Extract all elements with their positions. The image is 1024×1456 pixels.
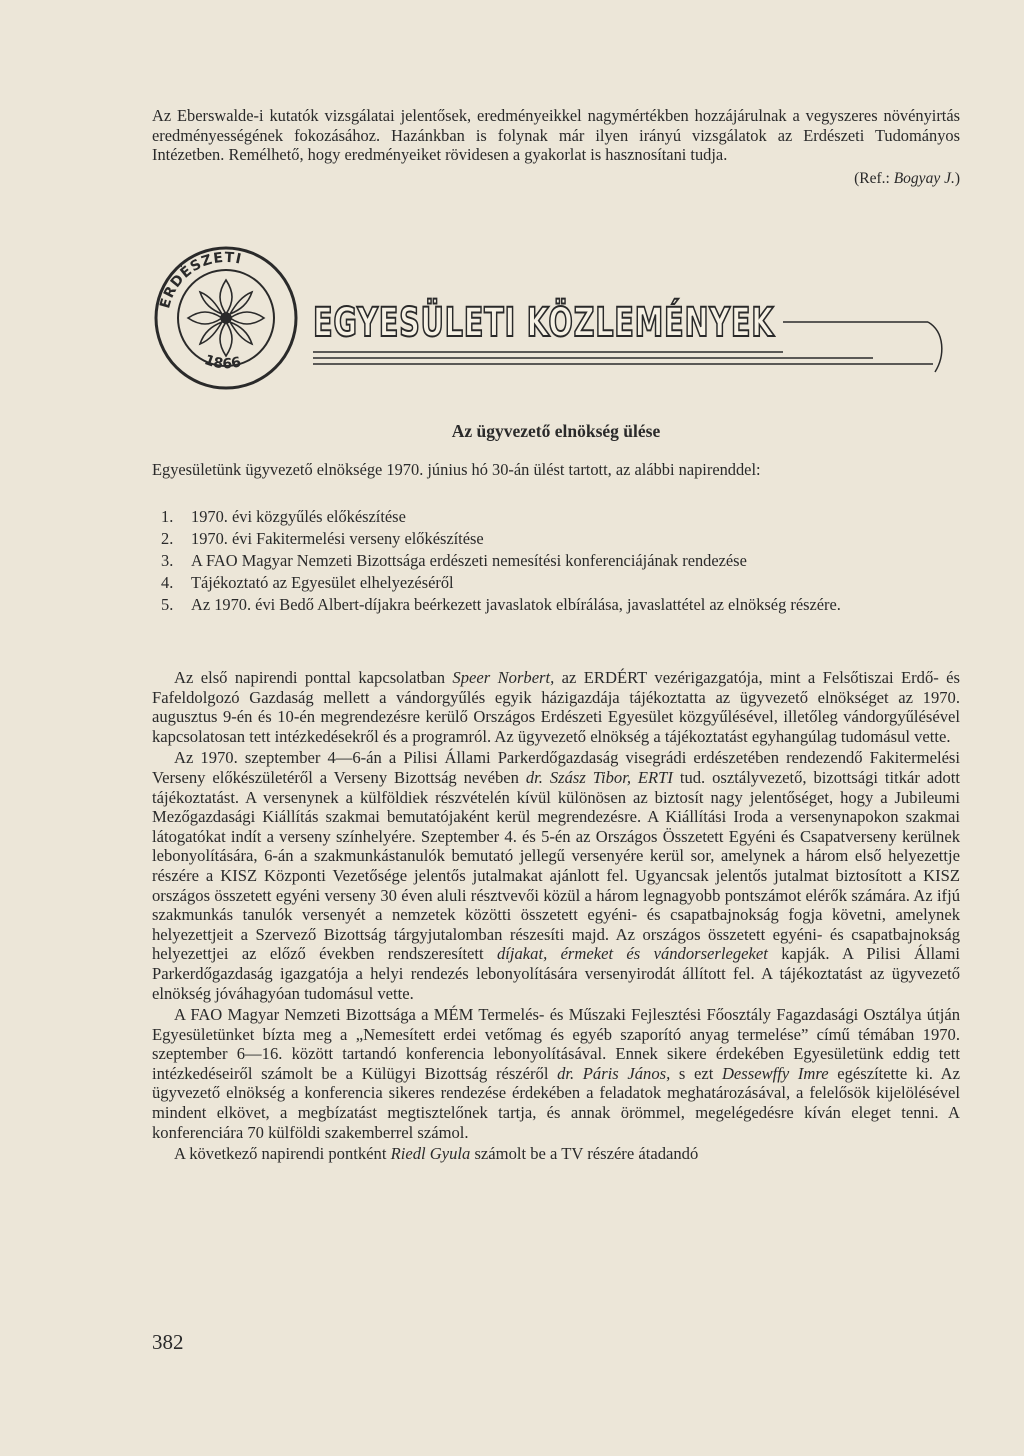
reference-line: (Ref.: Bogyay J.) bbox=[854, 169, 960, 187]
emblem-ring-text: ERDÉSZETI bbox=[157, 249, 244, 311]
page-number: 382 bbox=[152, 1330, 184, 1354]
intro-paragraph: Az Eberswalde-i kutatók vizsgálatai jelentősek, eredményeikkel nagymértékben hozzájárulnak a vegyszeres növényirtás eredményességének fokozásához. Hazánkban is folynak már ilyen irányú vizsgálatok az Erdészeti Tudományos Intézetben. Remélhető, hogy eredményeiket rövidesen a gyakorlat is hasznosítani tudja. bbox=[152, 106, 960, 165]
agenda-intro: Egyesületünk ügyvezető elnöksége 1970. június hó 30-án ülést tartott, az alábbi napirenddel: bbox=[152, 460, 761, 479]
person-name: dr. Szász Tibor, ERTI bbox=[525, 767, 673, 787]
oak-leaves-emblem-icon bbox=[148, 240, 304, 392]
agenda-item: 5. Az 1970. évi Bedő Albert-díjakra beérkezett javaslatok elbírálása, javaslattétel az elnökség részére. bbox=[161, 595, 841, 615]
body-paragraph: A következő napirendi pontként Riedl Gyula számolt be a TV részére átadandó bbox=[174, 1144, 699, 1164]
minutes-body bbox=[152, 668, 960, 1164]
person-name: Dessewffy Imre bbox=[721, 1063, 829, 1083]
agenda-item: 3. A FAO Magyar Nemzeti Bizottsága erdészeti nemesítési konferenciájának rendezése bbox=[161, 551, 747, 571]
body-paragraph: Az első napirendi ponttal kapcsolatban Speer Norbert, az ERDÉRT vezérigazgatója, mint a Felsőtiszai Erdő- és Fafeldolgozó Gazdaság mellett a vándorgyűlés egyik házigazdája tájékoztatta az ügyvezető elnökséget az 1970. augusztus 9-én és 10-én megrendezésre kerülő Országos Erdészeti Egyesület közgyűlésével, illetőleg vándorgyűlésével kapcsolatosan tett intézkedésekről és a programról. Az ügyvezető elnökség a tájékoztatást egyhangúlag tudomásul vette. bbox=[152, 668, 960, 746]
person-name: dr. Páris János, bbox=[557, 1063, 671, 1083]
emphasis: díjakat, érmeket és vándorserlegeket bbox=[496, 944, 768, 964]
reference-author: Bogyay J. bbox=[893, 169, 955, 187]
intro-section bbox=[152, 106, 960, 188]
agenda-item: 2. 1970. évi Fakitermelési verseny előkészítése bbox=[161, 529, 484, 549]
person-name: Speer Norbert, bbox=[452, 668, 555, 687]
body-paragraph: Az 1970. szeptember 4—6-án a Pilisi Állami Parkerdőgazdaság visegrádi erdészetében rendezendő Fakitermelési Verseny előkészületéről a Verseny Bizottság nevében dr. Szász Tibor, ERTI tud. osztályvezető, bizottsági titkár adott tájékoztatást. A versenynek a külföldiek részvételén kívül különösen az biztosít nagy jelentőséget, hogy a Jubileumi Mezőgazdasági Kiállítás szakmai bemutatójaként kerül megrendezésre. A Kiállítási Iroda a versenynapokon szakmai látogatókat indít a verseny színhelyére. Szeptember 4. és 5-én az Országos Összetett Egyéni és Csapatverseny kerülnek lebonyolítására, 6-án a szakmunkástanulók bemutató jellegű versenyére kerül sor, amelynek a három első helyezettje részére a KISZ Központi Vezetősége jelentős jutalmakat ajánlott fel. Ugyancsak jelentős jutalmat biztosított a KISZ országos összetett egyéni verseny 30 éven aluli résztvevői közül a három legnagyobb pontszámot elérők számára. Az ifjú szakmunkás tanulók versenyét a nemzetek közötti összetett egyéni- és csapatbajnokság fogja követni, amelynek helyezettjeit a Szervező Bizottság tárgyjutalomban részesíti majd. Az országos összetett egyéni- és csapatbajnokság helyezettjei az előző években rendszeresített díjakat, érmeket és vándorserlegeket kapják. A Pilisi Állami Parkerdőgazdaság igazgatója a helyi rendezés lebonyolítására versenyirodát állított fel. A tájékoztatást az ügyvezető elnökség jóváhagyóan tudomásul vette. bbox=[152, 748, 960, 1003]
svg-text:1866 bbox=[202, 352, 243, 372]
agenda-list bbox=[152, 507, 960, 617]
section-banner-title: EGYESÜLETI KÖZLEMÉNYEK bbox=[313, 300, 775, 346]
agenda-item: 4. Tájékoztató az Egyesület elhelyezéséről bbox=[161, 573, 454, 593]
emblem-year: 1866 bbox=[202, 352, 243, 373]
section-heading: Az ügyvezető elnökség ülése bbox=[451, 421, 661, 441]
agenda-item: 1. 1970. évi közgyűlés előkészítése bbox=[161, 507, 406, 526]
person-name: Riedl Gyula bbox=[390, 1144, 471, 1164]
body-paragraph: A FAO Magyar Nemzeti Bizottsága a MÉM Termelés- és Műszaki Fejlesztési Főosztály Fagazdasági Osztálya útján Egyesületünket bízta meg a „Nemesített erdei vetőmag és egyéb szaporító anyag termelése” című témában 1970. szeptember 6—16. között tartandó konferencia lebonyolításával. Ennek sikere érdekében Egyesületünk eddig tett intézkedéseiről számolt be a Külügyi Bizottság részéről dr. Páris János, s ezt Dessewffy Imre egészítette ki. Az ügyvezető elnökség a konferencia sikeres rendezése érdekében a feladatok meghatározásával, a felelősök kijelölésével mindent elkövet, a megbízatást megtisztelőnek tartja, és annak örömmel, megelégedésre kíván eleget tenni. A konferenciára 70 külföldi szakemberrel számol. bbox=[152, 1005, 960, 1142]
